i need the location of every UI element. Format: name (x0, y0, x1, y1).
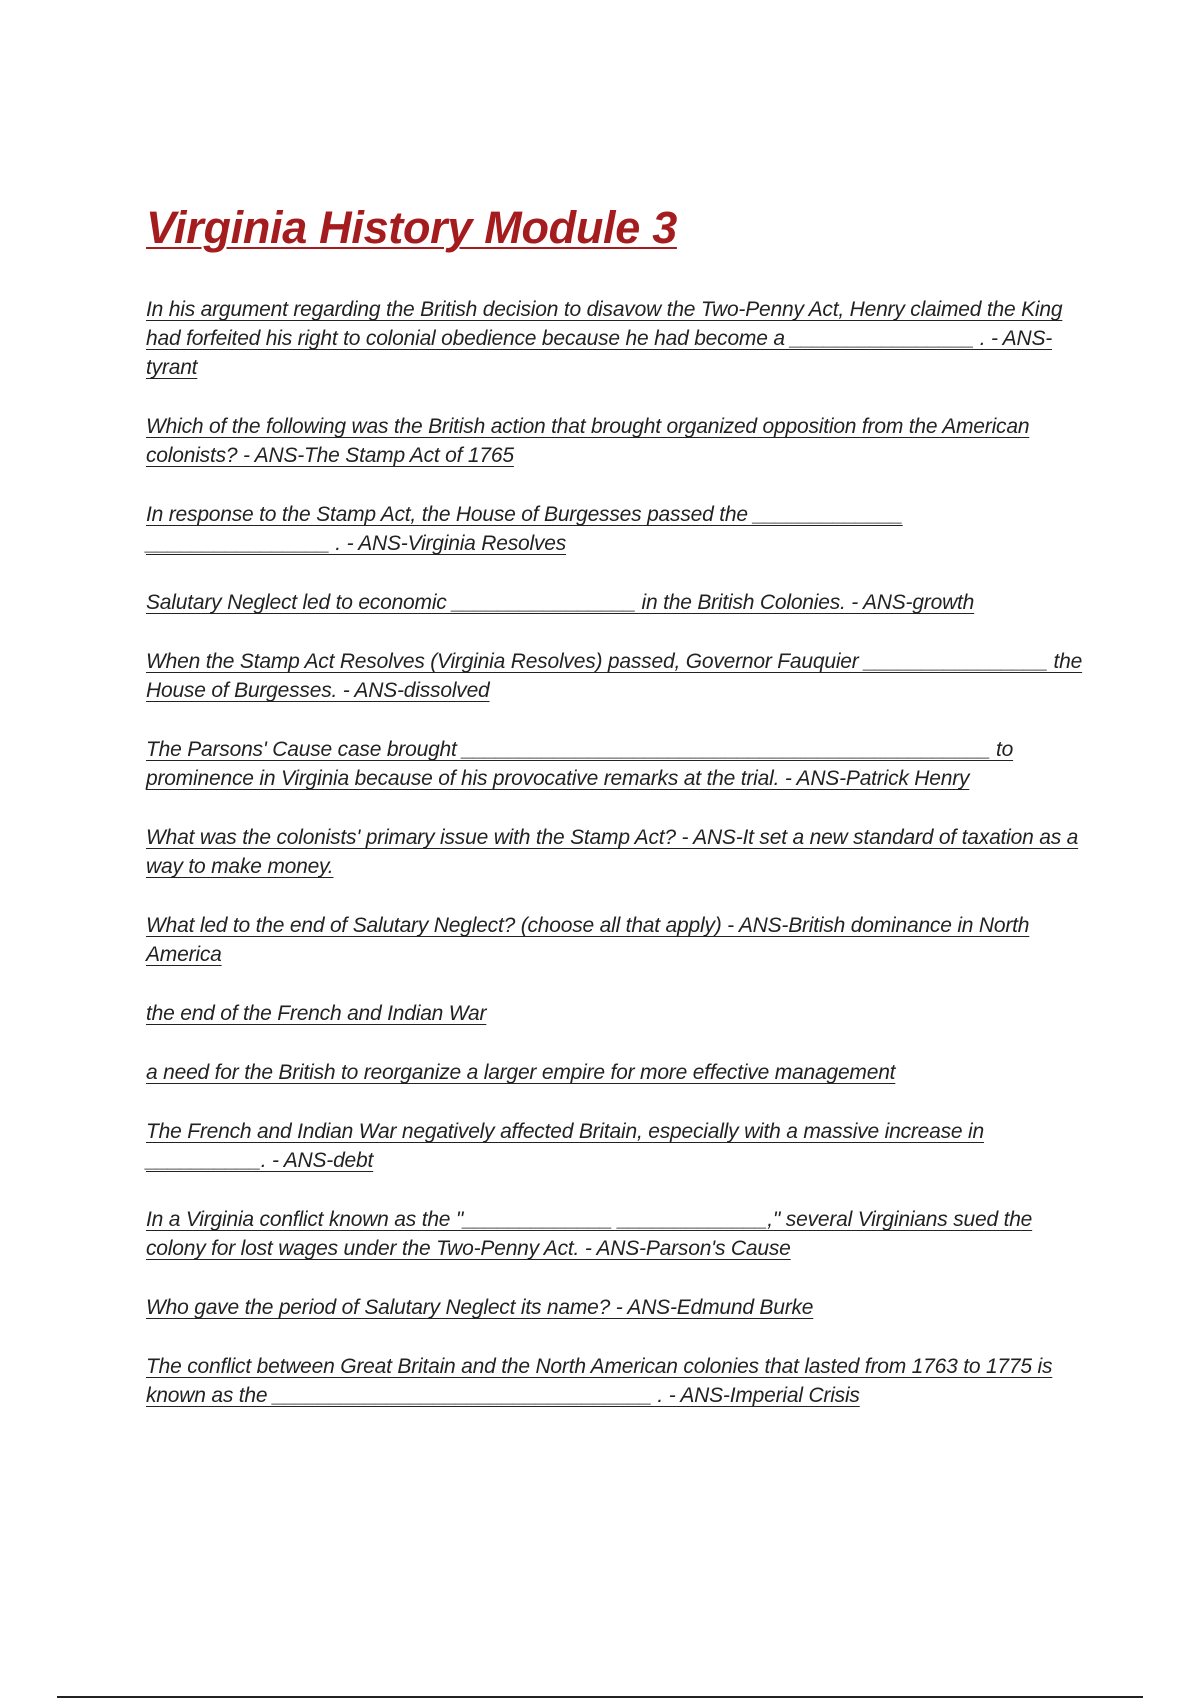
qa-item: The Parsons' Cause case brought ______________________________________________ to prominence in Virginia because of his provocative remarks at the trial. - ANS-Patrick Henry (146, 738, 1014, 790)
qa-item: the end of the French and Indian War (146, 1002, 487, 1025)
qa-item: Who gave the period of Salutary Neglect its name? - ANS-Edmund Burke (146, 1296, 814, 1319)
page-bottom-rule (57, 1696, 1143, 1698)
qa-item: Which of the following was the British action that brought organized opposition from the American colonists? - ANS-The Stamp Act of 1765 (146, 415, 1030, 467)
qa-item: What led to the end of Salutary Neglect? (choose all that apply) - ANS-British dominance in North America (146, 914, 1030, 966)
qa-item: Salutary Neglect led to economic ________________ in the British Colonies. - ANS-growth (146, 591, 975, 614)
qa-item: The conflict between Great Britain and the North American colonies that lasted from 1763 to 1775 is known as the _________________________________ . - ANS-Imperial Crisis (146, 1355, 1053, 1407)
qa-item: In his argument regarding the British decision to disavow the Two-Penny Act, Henry claimed the King had forfeited his right to colonial obedience because he had become a ________________ . - ANS-tyrant (146, 298, 1063, 379)
qa-item: a need for the British to reorganize a larger empire for more effective management (146, 1061, 896, 1084)
document-page (146, 200, 1091, 1440)
qa-item: In a Virginia conflict known as the "_____________ _____________," several Virginians sued the colony for lost wages under the Two-Penny Act. - ANS-Parson's Cause (146, 1208, 1033, 1260)
qa-item: What was the colonists' primary issue with the Stamp Act? - ANS-It set a new standard of taxation as a way to make money. (146, 826, 1079, 878)
qa-item: In response to the Stamp Act, the House of Burgesses passed the _____________ ________________ . - ANS-Virginia Resolves (146, 503, 903, 555)
document-title: Virginia History Module 3 (146, 202, 677, 253)
qa-item: When the Stamp Act Resolves (Virginia Resolves) passed, Governor Fauquier ________________ the House of Burgesses. - ANS-dissolved (146, 650, 1083, 702)
qa-item: The French and Indian War negatively affected Britain, especially with a massive increase in __________. - ANS-debt (146, 1120, 984, 1172)
